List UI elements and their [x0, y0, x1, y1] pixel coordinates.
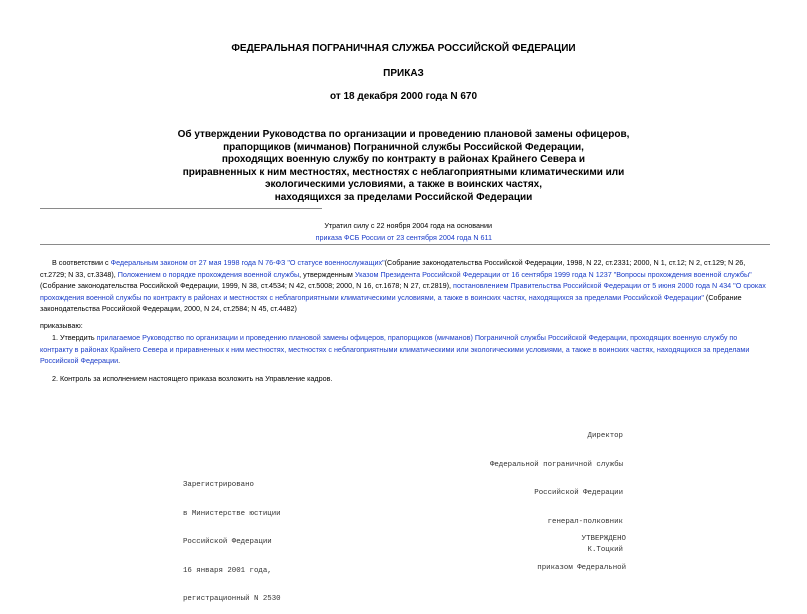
subject-line: приравненных к ним местностях, местностях с неблагоприятными климатическими или: [182, 166, 625, 178]
order-item-2: 2. Контроль за исполнением настоящего приказа возложить на Управление кадров.: [52, 374, 333, 383]
order-item-1: [40, 332, 770, 367]
registration-line: Зарегистрировано: [183, 481, 254, 489]
federal-law-link[interactable]: Федеральным законом от 27 мая 1998 года N 76-ФЗ "О статусе военнослужащих": [110, 258, 385, 267]
registration-line: в Министерстве юстиции: [183, 509, 281, 518]
validity-note: [300, 220, 492, 244]
registration-line: Российской Федерации: [183, 538, 272, 546]
subject-line: прапорщиков (мичманов) Пограничной службы Российской Федерации,: [223, 141, 584, 153]
signature-line: генерал-полковник: [547, 517, 623, 526]
signature-line: Федеральной пограничной службы: [489, 460, 623, 469]
government-resolution-link[interactable]: постановлением Правительства Российской Федерации от 5 июня 2000 года N 434 "О сроках прохождения военной службы по контракту в районах и местностях с неблагоприятными климатическими условиями, а также в воинских частях, находящихся за пределами Российской Федерации": [40, 281, 766, 302]
item-text: 1. Утвердить: [52, 333, 97, 342]
approved-line: УТВЕРЖДЕНО: [581, 535, 626, 543]
short-divider: [40, 208, 322, 209]
long-divider: [40, 244, 770, 245]
document-type-heading: ПРИКАЗ: [383, 68, 424, 79]
registration-line: регистрационный N 2530: [183, 595, 281, 603]
registration-line: 16 января 2001 года,: [183, 566, 272, 575]
signature-line: К.Тоцкий: [587, 546, 623, 554]
order-word: приказываю:: [40, 321, 83, 330]
signature-line: Директор: [587, 432, 623, 440]
organization-heading: ФЕДЕРАЛЬНАЯ ПОГРАНИЧНАЯ СЛУЖБА РОССИЙСКОЙ ФЕДЕРАЦИИ: [231, 43, 576, 54]
preamble-text: (Собрание законодательства Российской Федерации, 2000, N 24, ст.2584; N 45, ст.4482): [40, 292, 742, 313]
preamble-text: , утвержденным: [299, 269, 355, 279]
preamble-paragraph: [40, 257, 770, 315]
subject-line: Об утверждении Руководства по организации и проведению плановой замены офицеров,: [177, 129, 630, 140]
approved-line: приказом Федеральной: [537, 563, 626, 572]
preamble-text: (Собрание законодательства Российской Федерации, 1998, N 22, ст.2331; 2000, N 1, ст.12; N 2, ст.129; N 26, ст.2729; N 33, ст.3348),: [40, 258, 746, 279]
order-date-number: от 18 декабря 2000 года N 670: [329, 91, 478, 102]
approved-block: [537, 516, 626, 583]
subject-line: проходящих военную службу по контракту в районах Крайнего Севера и: [221, 154, 586, 166]
signature-line: Российской Федерации: [534, 489, 623, 497]
registration-block: [183, 462, 281, 614]
validity-note-text: Утратил силу с 22 ноября 2004 года на основании: [324, 221, 492, 230]
subject-line: экологическими условиями, а также в воинских частях,: [265, 179, 542, 191]
preamble-text: (Собрание законодательства Российской Федерации, 1999, N 38, ст.4534; N 42, ст.5008; 2000, N 16, ст.1678; N 27, ст.2819),: [40, 281, 454, 290]
order-subject: [150, 129, 657, 205]
repeal-order-link[interactable]: приказа ФСБ России от 23 сентября 2004 года N 611: [315, 233, 492, 242]
service-regulation-link[interactable]: Положением о порядке прохождения военной службы: [117, 269, 300, 279]
guideline-link[interactable]: прилагаемое Руководство по организации и проведению плановой замены офицеров, прапорщиков (мичманов) Пограничной службы Российской Федерации, проходящих военную службу по контракту в районах Крайнего Севера и приравненных к ним местностях, местностях с неблагоприятными климатическими или экологическими условиями, а также в воинских частях, находящихся за пределами Российской Федерации: [40, 333, 750, 365]
item-text: .: [118, 356, 121, 365]
presidential-decree-link[interactable]: Указом Президента Российской Федерации от 16 сентября 1999 года N 1237 "Вопросы прохождения военной службы": [354, 269, 752, 279]
subject-line: находящихся за пределами Российской Федерации: [274, 191, 533, 203]
preamble-text: В соответствии с: [52, 258, 111, 267]
